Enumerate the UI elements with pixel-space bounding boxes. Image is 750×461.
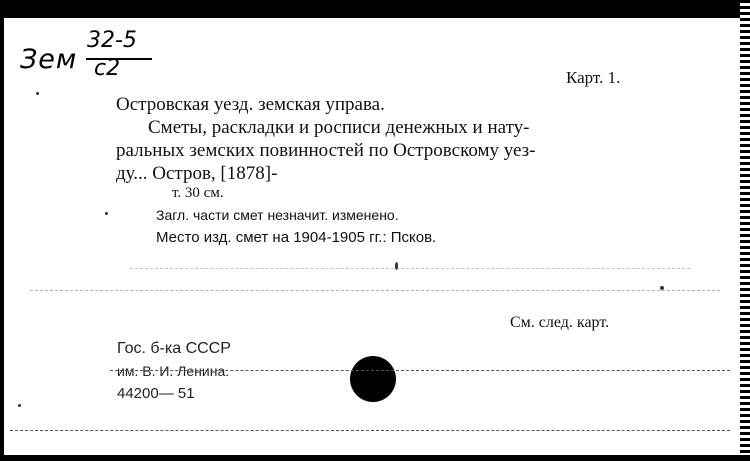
author-heading: Островская уезд. земская управа. bbox=[116, 94, 385, 115]
title-line-1: Сметы, раскладки и росписи денежных и нату- bbox=[148, 117, 530, 138]
note-place-of-publication: Место изд. смет на 1904-1905 гг.: Псков. bbox=[156, 229, 437, 246]
note-title-change: Загл. части смет незначит. изменено. bbox=[156, 207, 399, 223]
handwritten-shelf-prefix: Зем bbox=[20, 44, 78, 75]
see-next-card: См. след. карт. bbox=[510, 314, 610, 331]
library-stamp-line-3: 44200— 51 bbox=[117, 385, 195, 402]
scan-border-left bbox=[0, 0, 4, 461]
handwritten-shelf-number: 32-5 bbox=[87, 28, 137, 53]
scan-speck bbox=[36, 92, 39, 95]
scan-speck bbox=[18, 404, 21, 407]
punch-hole bbox=[350, 356, 396, 402]
library-stamp-line-1: Гос. б-ка СССР bbox=[117, 340, 231, 357]
library-stamp-line-2: им. В. И. Ленина. bbox=[117, 363, 230, 379]
scan-noise-line bbox=[10, 430, 730, 432]
scan-noise-line bbox=[110, 370, 730, 372]
scan-noise-line bbox=[30, 290, 720, 292]
physical-extent: т. 30 см. bbox=[172, 185, 224, 201]
scan-noise-line bbox=[130, 268, 690, 270]
handwritten-shelf-suffix: с2 bbox=[94, 56, 121, 81]
scan-speck bbox=[395, 262, 398, 270]
title-line-3: ду... Остров, [1878]- bbox=[116, 163, 278, 184]
scan-border-top bbox=[0, 0, 750, 18]
scan-speck bbox=[105, 212, 108, 215]
scan-speck bbox=[660, 286, 664, 290]
scan-border-bottom bbox=[0, 455, 750, 461]
card-number: Карт. 1. bbox=[566, 68, 621, 87]
title-line-2: ральных земских повинностей по Островскому уез- bbox=[116, 140, 536, 161]
scan-border-right bbox=[740, 0, 750, 461]
